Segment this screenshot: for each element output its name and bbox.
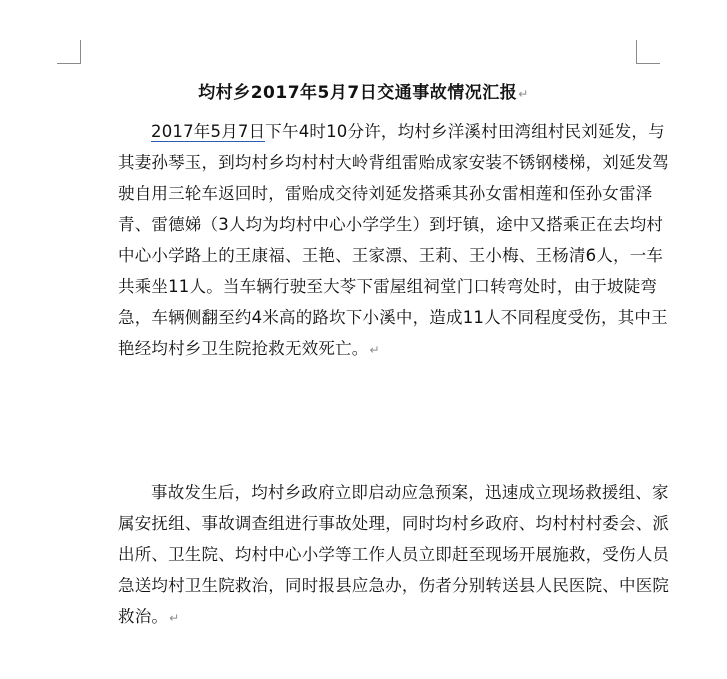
document-title (0, 78, 727, 103)
document-title-text: 均村乡2017年5月7日交通事故情况汇报 (198, 83, 518, 103)
response-text: 事故发生后，均村乡政府立即启动应急预案，迅速成立现场救援组、家属安抚组、事故调查组进行事故处理，同时均村乡政府、均村村村委会、派出所、卫生院、均村中心小学等工作人员立即赶至现场开展施救，受伤人员急送均村卫生院救治，同时报县应急办，伤者分别转送县人民医院、中医院救治。 (118, 483, 670, 626)
accident-details-text: 下午4时10分许，均村乡洋溪村田湾组村民刘延发，与其妻孙琴玉，到均村乡均村村大岭背组雷贻成家安装不锈钢楼梯，刘延发驾驶自用三轮车返回时，雷贻成交待刘延发搭乘其孙女雷相莲和侄孙女雷泽青、雷德娣（3人均为均村中心小学学生）到圩镇，途中又搭乘正在去均村中心小学路上的王康福、王艳、王家漂、王莉、王小梅、王杨清6人，一车共乘坐11人。当车辆行驶至大苓下雷屋组祠堂门口转弯处时，由于坡陡弯急，车辆侧翻至约4米高的路坎下小溪中，造成11人不同程度受伤，其中王艳经均村乡卫生院抢救无效死亡。 (118, 122, 670, 358)
accident-date: 2017年5月7日 (151, 122, 266, 141)
crop-mark-top-right-horizontal (636, 63, 660, 64)
paragraph-mark: ↵ (169, 611, 180, 625)
crop-mark-top-right-vertical (636, 40, 637, 64)
paragraph-mark: ↵ (369, 343, 380, 357)
paragraph-accident-details (118, 116, 674, 366)
crop-mark-top-left-vertical (80, 40, 81, 64)
paragraph-response (118, 477, 674, 634)
crop-mark-top-left-horizontal (57, 63, 81, 64)
paragraph-mark: ↵ (518, 87, 529, 101)
